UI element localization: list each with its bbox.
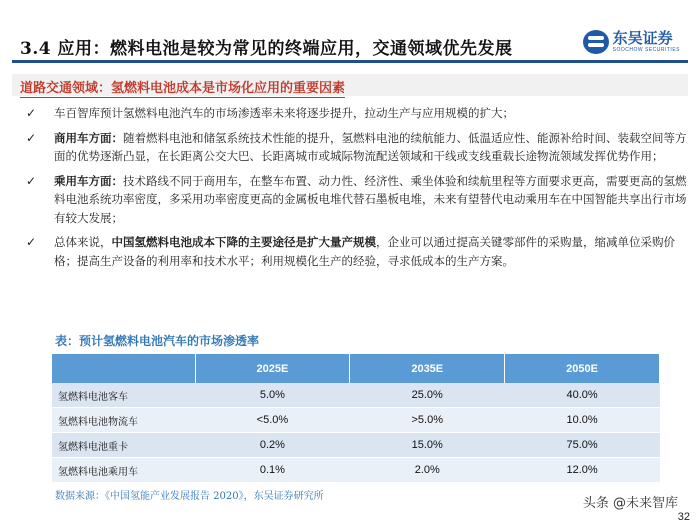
check-icon: ✓ (26, 106, 37, 120)
table-cell: 0.1% (195, 458, 350, 483)
penetration-table (52, 354, 660, 483)
bullet-prefix: 总体来说， (54, 235, 112, 249)
bullet-item (16, 172, 688, 228)
table-cell: 5.0% (195, 383, 350, 408)
bullet-item (16, 233, 688, 270)
logo-name-cn: 东吴证券 (612, 29, 673, 47)
check-icon: ✓ (26, 173, 37, 188)
section-subheading: 道路交通领域：氢燃料电池成本是市场化应用的重要因素 (20, 77, 345, 98)
logo-name-en: SOOCHOW SECURITIES (612, 47, 680, 53)
table-cell: <5.0% (195, 408, 350, 433)
watermark-text: 头条 @未来智库 (582, 496, 678, 511)
table-cell: 2.0% (350, 458, 505, 483)
source-note: 数据来源：《中国氢能产业发展报告 2020》，东吴证券研究所 (55, 491, 324, 502)
header-divider (12, 60, 688, 63)
bullet-text: ，企业可以通过提高关键零部件的采购量，缩减单位采购价格；提高生产设备的利用率和技术水平；利用规模化生产的经验，寻求低成本的生产方案。 (54, 235, 675, 268)
row-label: 氢燃料电池乘用车 (52, 458, 195, 483)
bullet-item (16, 104, 688, 123)
bullet-item (16, 129, 688, 166)
check-icon: ✓ (26, 235, 37, 249)
row-label: 氢燃料电池重卡 (52, 433, 195, 458)
bullet-lead: 乘用车方面： (54, 173, 123, 188)
row-label: 氢燃料电池客车 (52, 383, 195, 408)
bullet-list (16, 104, 688, 276)
table-cell: 0.2% (195, 433, 350, 458)
page-title: 3.4 应用：燃料电池是较为常见的终端应用，交通领域优先发展 (20, 39, 513, 59)
table-cell: 75.0% (505, 433, 660, 458)
table-cell: 25.0% (350, 383, 505, 408)
brand-logo (583, 30, 680, 54)
table-cell: >5.0% (350, 408, 505, 433)
page-header (0, 0, 700, 60)
table-title: 表：预计氢燃料电池汽车的市场渗透率 (55, 334, 260, 348)
bullet-text: 技术路线不同于商用车，在整车布置、动力性、经济性、乘坐体验和续航里程等方面要求更高，需要更高的氢燃料电池系统功率密度，多采用功率密度更高的金属板电堆代替石墨板电堆，未来有望替代电动乘用车在中国智能共享出行市场有较大发展； (54, 173, 687, 225)
column-header: 2025E (195, 354, 350, 383)
table-header-row (52, 354, 660, 383)
page-number: 32 (677, 511, 690, 523)
bullet-lead: 商用车方面： (54, 130, 123, 145)
row-label: 氢燃料电池物流车 (52, 408, 195, 433)
table-row (52, 433, 660, 458)
column-header (52, 354, 195, 383)
column-header: 2035E (350, 354, 505, 383)
table-row (52, 383, 660, 408)
watermark (583, 492, 678, 511)
table-row (52, 458, 660, 483)
check-icon: ✓ (26, 130, 37, 145)
table-cell: 10.0% (505, 408, 660, 433)
bullet-text: 车百智库预计氢燃料电池汽车的市场渗透率未来将逐步提升，拉动生产与应用规模的扩大； (54, 106, 514, 120)
table-cell: 40.0% (505, 383, 660, 408)
soochow-logo-icon (583, 30, 609, 54)
table-row (52, 408, 660, 433)
bullet-text: 随着燃料电池和储氢系统技术性能的提升，氢燃料电池的续航能力、低温适应性、能源补给时间、装载空间等方面的优势逐渐凸显，在长距离公交大巴、长距离城市或城际物流配送领域和干线或支线重载长途物流领域发挥优势作用； (54, 130, 687, 163)
table-cell: 15.0% (350, 433, 505, 458)
column-header: 2050E (505, 354, 660, 383)
bullet-lead: 中国氢燃料电池成本下降的主要途径是扩大量产规模 (111, 235, 376, 249)
table-cell: 12.0% (505, 458, 660, 483)
